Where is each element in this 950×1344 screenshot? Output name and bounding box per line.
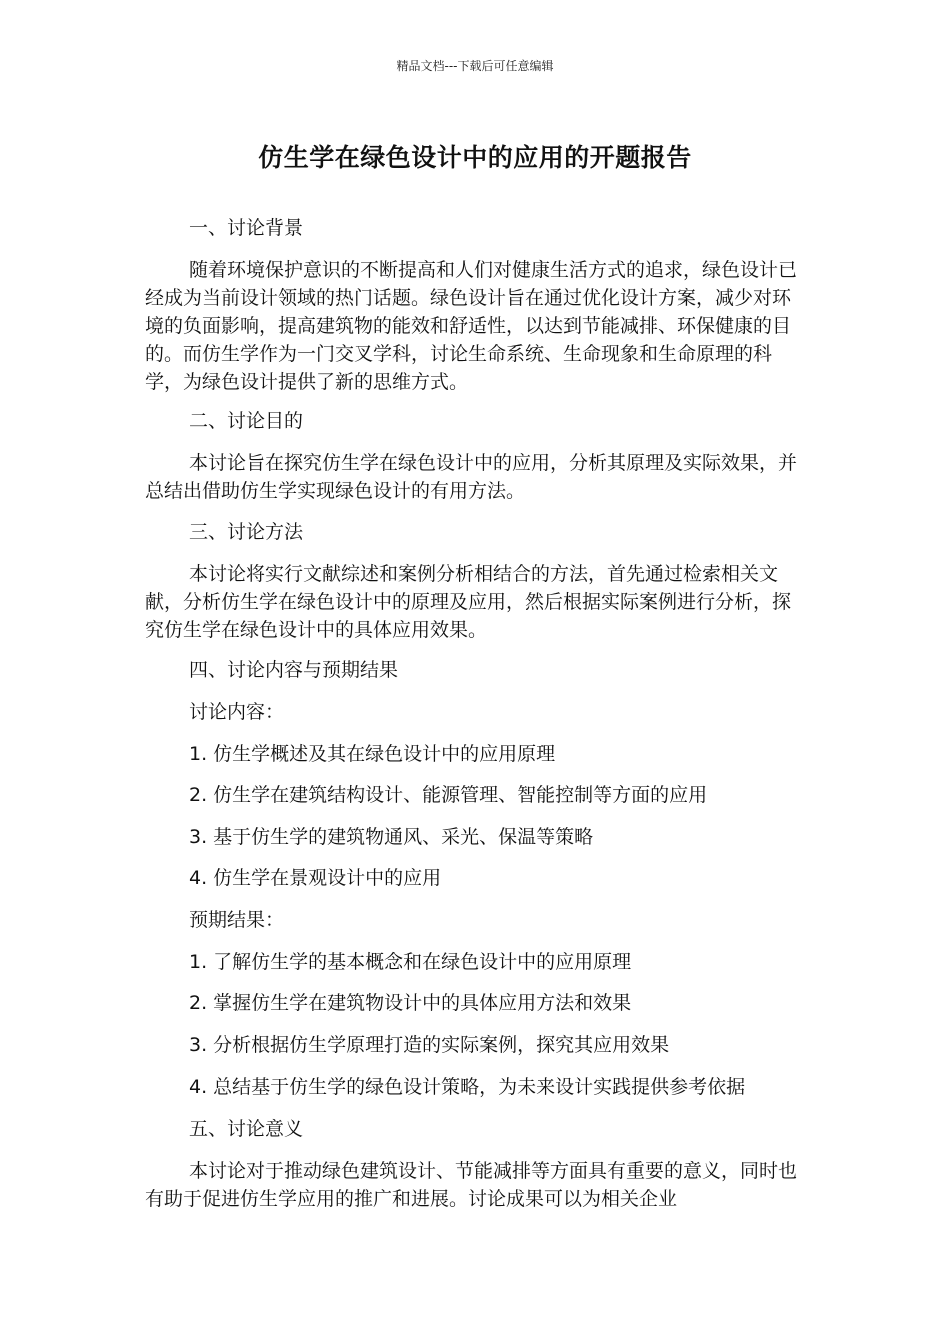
section-heading-background: 一、讨论背景 xyxy=(189,217,304,239)
content-label: 讨论内容： xyxy=(189,701,285,723)
results-label: 预期结果： xyxy=(189,909,285,931)
list-item: 4. 总结基于仿生学的绿色设计策略，为未来设计实践提供参考依据 xyxy=(189,1076,746,1098)
document-title: 仿生学在绿色设计中的应用的开题报告 xyxy=(258,143,692,172)
list-item: 3. 基于仿生学的建筑物通风、采光、保温等策略 xyxy=(189,826,594,848)
list-item: 2. 仿生学在建筑结构设计、能源管理、智能控制等方面的应用 xyxy=(189,784,708,806)
paragraph-significance: 本讨论对于推动绿色建筑设计、节能减排等方面具有重要的意义，同时也有助于促进仿生学应用的推广和进展。讨论成果可以为相关企业 xyxy=(145,1160,798,1210)
paragraph-purpose: 本讨论旨在探究仿生学在绿色设计中的应用，分析其原理及实际效果，并总结出借助仿生学实现绿色设计的有用方法。 xyxy=(145,452,798,502)
list-item: 4. 仿生学在景观设计中的应用 xyxy=(189,867,442,889)
section-heading-purpose: 二、讨论目的 xyxy=(189,410,304,432)
list-item: 3. 分析根据仿生学原理打造的实际案例，探究其应用效果 xyxy=(189,1034,670,1056)
header-note: 精品文档---下载后可任意编辑 xyxy=(396,59,554,73)
paragraph-method: 本讨论将实行文献综述和案例分析相结合的方法，首先通过检索相关文献，分析仿生学在绿色设计中的原理及应用，然后根据实际案例进行分析，探究仿生学在绿色设计中的具体应用效果。 xyxy=(145,563,792,641)
section-heading-method: 三、讨论方法 xyxy=(189,521,304,543)
list-item: 1. 仿生学概述及其在绿色设计中的应用原理 xyxy=(189,743,556,765)
list-item: 1. 了解仿生学的基本概念和在绿色设计中的应用原理 xyxy=(189,951,632,973)
paragraph-background: 随着环境保护意识的不断提高和人们对健康生活方式的追求，绿色设计已经成为当前设计领域的热门话题。绿色设计旨在通过优化设计方案，减少对环境的负面影响，提高建筑物的能效和舒适性，以达到节能减排、环保健康的目的。而仿生学作为一门交叉学科，讨论生命系统、生命现象和生命原理的科学，为绿色设计提供了新的思维方式。 xyxy=(145,259,798,393)
section-heading-content: 四、讨论内容与预期结果 xyxy=(189,659,399,681)
section-heading-significance: 五、讨论意义 xyxy=(189,1118,304,1140)
list-item: 2. 掌握仿生学在建筑物设计中的具体应用方法和效果 xyxy=(189,992,632,1014)
